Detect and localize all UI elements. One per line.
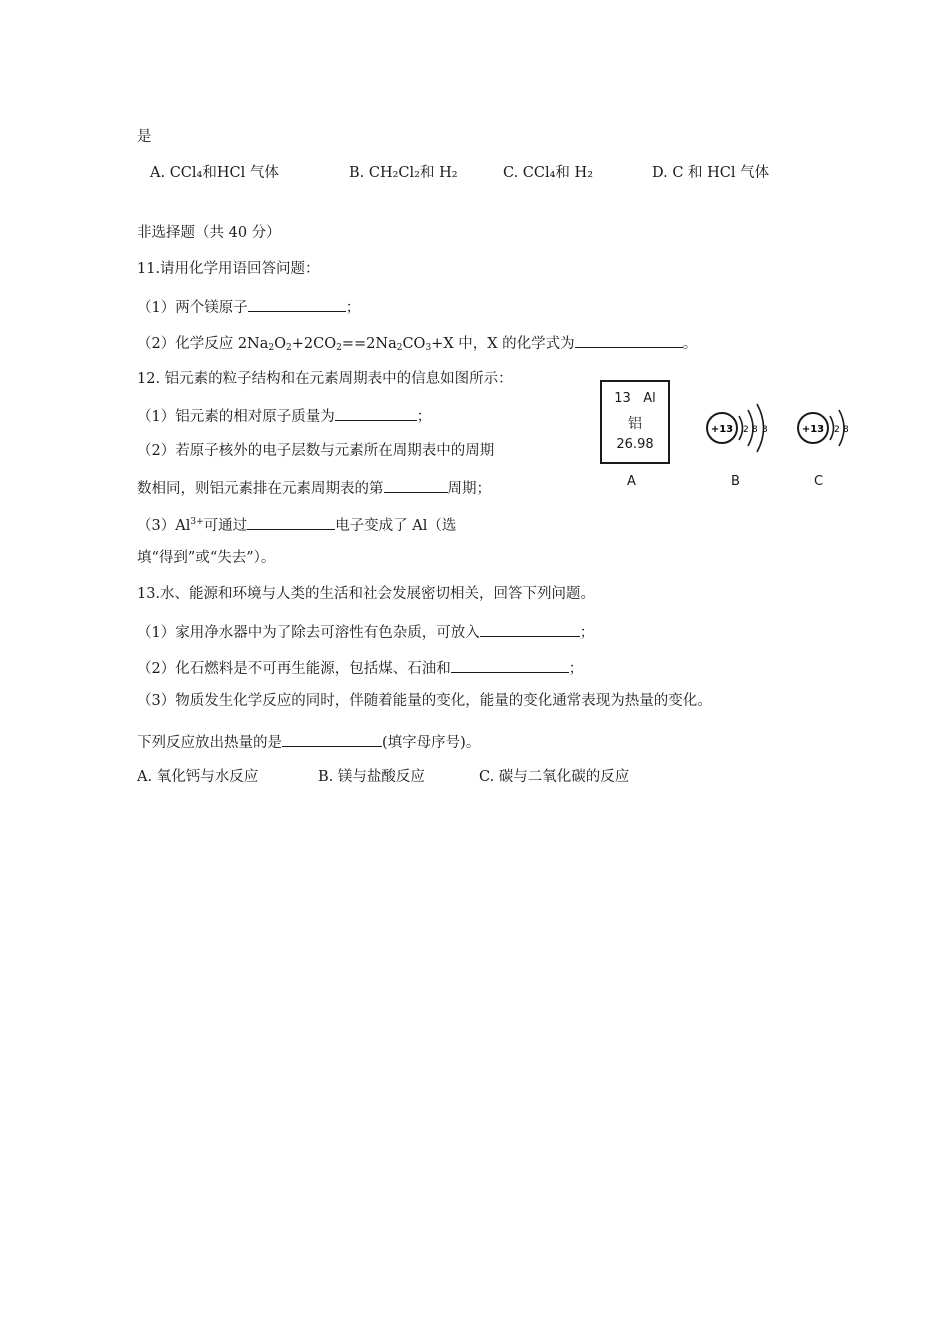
q13-option-a: A. 氧化钙与水反应 <box>137 769 259 785</box>
shell-count: 8 <box>752 425 758 435</box>
q12-part3-text: （3）Al <box>137 518 191 534</box>
q11-part2-text: +X 中，X 的化学式为 <box>431 336 575 352</box>
q12-part3 <box>137 512 456 536</box>
q13-option-b: B. 镁与盐酸反应 <box>318 769 425 785</box>
atom-diagram-b <box>704 400 784 460</box>
q11-part1-end: ； <box>345 300 361 316</box>
shell-count: 2 <box>743 425 749 435</box>
q13-part3-text: 下列反应放出热量的是 <box>137 735 282 751</box>
q12-part3-end: 电子变成了 Al（选 <box>335 518 457 534</box>
electron-shell-arc <box>739 416 743 440</box>
answer-blank[interactable] <box>575 332 683 348</box>
q11-part2-text: O <box>274 336 287 352</box>
subscript: 2 <box>268 343 275 353</box>
q12-part1-text: （1）铝元素的相对原子质量为 <box>137 409 335 425</box>
atomic-number: 13 <box>614 391 631 406</box>
nucleus-charge: +13 <box>710 424 734 435</box>
shell-count: 8 <box>843 425 849 435</box>
q13-option-c: C. 碳与二氧化碳的反应 <box>479 769 630 785</box>
nucleus-charge: +13 <box>801 424 825 435</box>
subscript: 2 <box>286 343 292 353</box>
atomic-mass: 26.98 <box>616 437 654 452</box>
q13-part3-line1: （3）物质发生化学反应的同时，伴随着能量的变化，能量的变化通常表现为热量的变化。 <box>137 693 712 709</box>
q13-part1-end: ； <box>579 625 595 641</box>
q13-part2-end: ； <box>568 661 584 677</box>
shell-count: 3 <box>762 425 768 435</box>
q12-part3-line2: 填“得到”或“失去”）。 <box>137 550 276 566</box>
q11-part2-text: ==2Na <box>341 336 397 352</box>
q11-part2-text: （2）化学反应 2Na <box>137 336 269 352</box>
element-card-header <box>602 391 668 406</box>
answer-blank[interactable] <box>384 477 448 493</box>
q13-part3-end: (填字母序号)。 <box>382 735 481 751</box>
q13-part1-text: （1）家用净水器中为了除去可溶性有色杂质，可放入 <box>137 625 480 641</box>
answer-blank[interactable] <box>451 657 569 673</box>
q12-part1-end: ； <box>416 409 432 425</box>
element-card-aluminum <box>600 380 670 464</box>
answer-blank[interactable] <box>335 405 417 421</box>
subscript: 2 <box>336 343 342 353</box>
electron-shell-arc <box>830 416 834 440</box>
q13-part3-line2 <box>137 731 480 753</box>
atom-diagram-c <box>795 400 865 460</box>
q12-part1 <box>137 405 431 427</box>
q11-part2-end: 。 <box>682 336 698 352</box>
figure-label-b: B <box>731 474 740 489</box>
q10-option-d: D. C 和 HCl 气体 <box>652 165 770 181</box>
q10-tail: 是 <box>137 129 152 145</box>
element-name: 铝 <box>628 416 642 432</box>
q11-stem: 11.请用化学用语回答问题： <box>137 261 320 277</box>
figure-label-c: C <box>814 474 824 489</box>
superscript: 3+ <box>190 517 204 527</box>
answer-blank[interactable] <box>248 296 346 312</box>
section-title: 非选择题（共 40 分） <box>137 225 281 241</box>
q11-part1 <box>137 296 360 318</box>
q13-part2-text: （2）化石燃料是不可再生能源，包括煤、石油和 <box>137 661 451 677</box>
q13-stem: 13.水、能源和环境与人类的生活和社会发展密切相关，回答下列问题。 <box>137 586 596 602</box>
q12-part2-text: 数相同，则铝元素排在元素周期表的第 <box>137 481 384 497</box>
answer-blank[interactable] <box>480 621 580 637</box>
q10-option-a: A. CCl₄和HCl 气体 <box>150 165 279 181</box>
element-symbol: Al <box>643 391 656 406</box>
subscript: 2 <box>396 343 403 353</box>
q13-part1 <box>137 621 594 643</box>
q11-part2 <box>137 332 697 358</box>
shell-count: 2 <box>834 425 840 435</box>
subscript: 3 <box>425 343 432 353</box>
q11-part1-text: （1）两个镁原子 <box>137 300 248 316</box>
answer-blank[interactable] <box>247 514 335 530</box>
figure-label-a: A <box>627 474 636 489</box>
q11-part2-text: +2CO <box>291 336 337 352</box>
answer-blank[interactable] <box>282 731 382 747</box>
q11-part2-text: CO <box>402 336 426 352</box>
q12-part2-line1: （2）若原子核外的电子层数与元素所在周期表中的周期 <box>137 443 495 459</box>
q13-part2 <box>137 657 583 679</box>
q12-stem: 12. 铝元素的粒子结构和在元素周期表中的信息如图所示： <box>137 371 513 387</box>
q12-part2-end: 周期； <box>447 481 491 497</box>
q12-part2-line2 <box>137 477 491 499</box>
q10-option-c: C. CCl₄和 H₂ <box>503 165 594 181</box>
q12-part3-text: 可通过 <box>203 518 248 534</box>
q10-option-b: B. CH₂Cl₂和 H₂ <box>349 165 458 181</box>
